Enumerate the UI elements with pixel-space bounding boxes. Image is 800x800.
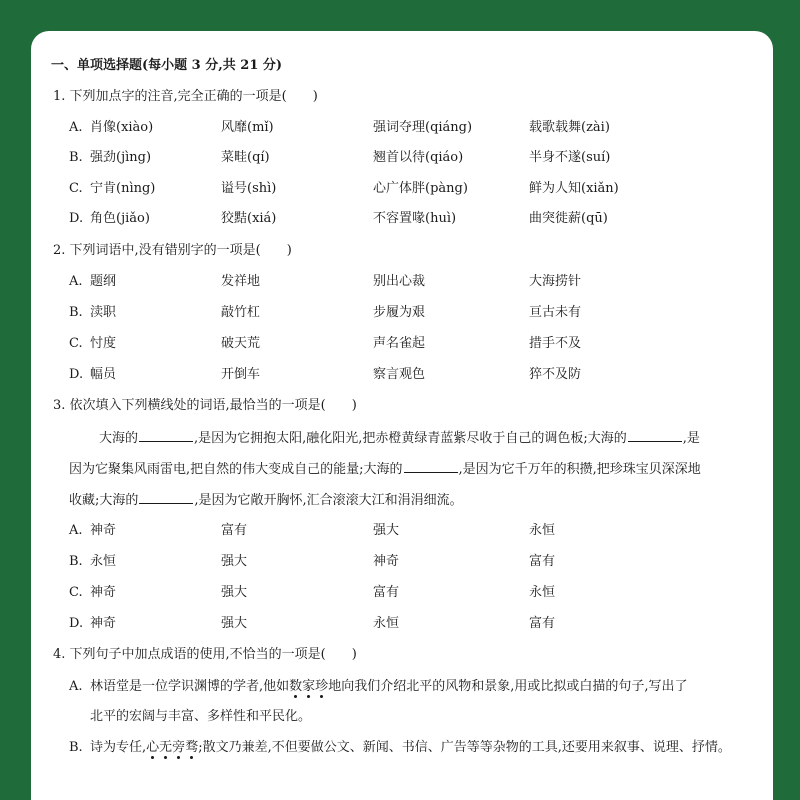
dotted-char: 无 [159,740,173,755]
blank-2[interactable] [628,429,682,442]
option-label: A. [69,120,83,135]
dotted-char: 骛 [185,740,199,755]
option-label: D. [69,211,84,226]
option-label: B. [69,305,83,320]
option-item: 曲突徙薪(qū) [529,211,608,226]
dotted-char: 心 [146,740,160,755]
option-text-line-1 [90,678,687,696]
option-item: 忖度 [90,336,117,351]
option-item: 心广体胖(pàng) [373,181,468,196]
option-item: 神奇 [90,585,117,600]
passage-text: 大海的 [99,431,139,446]
section-title: 一、单项选择题(每小题 3 分,共 21 分) [51,58,283,73]
dotted-char: 数 [289,679,303,694]
passage-text: ,是因为它拥抱太阳,融化阳光,把赤橙黄绿青蓝紫尽收于自己的调色板;大海的 [194,431,627,446]
passage-text: ,是因为它千万年的积攒,把珍珠宝贝深深地 [458,462,701,477]
option-item: 别出心裁 [373,274,426,289]
passage-line-3 [69,491,463,510]
question-4-stem: 4. 下列句子中加点成语的使用,不恰当的一项是( ) [53,647,357,662]
option-item: 富有 [529,554,556,569]
option-item: 破天荒 [221,336,261,351]
option-label: A. [69,274,83,289]
dotted-char: 旁 [172,740,186,755]
option-item: 亘古未有 [529,305,582,320]
option-item: 富有 [221,523,248,538]
option-item: 察言观色 [373,367,426,382]
option-item: 翘首以待(qiáo) [373,150,464,165]
passage-line-1 [99,429,700,448]
option-label: A. [69,679,83,694]
option-item: 强词夺理(qiáng) [373,120,473,135]
passage-text: ,是因为它敞开胸怀,汇合滚滚大江和涓涓细流。 [194,493,463,508]
option-item: 神奇 [90,523,117,538]
option-label: B. [69,740,83,755]
blank-4[interactable] [139,491,193,504]
option-text-line-1 [90,739,731,757]
option-label: C. [69,336,83,351]
option-text-line-2: 北平的宏阔与丰富、多样性和平民化。 [90,709,312,724]
option-text: 诗为专任, [90,740,147,755]
option-item: 神奇 [90,616,117,631]
option-item: 鲜为人知(xiǎn) [529,181,619,196]
passage-text: ,是 [682,431,700,446]
blank-1[interactable] [139,429,193,442]
option-item: 永恒 [529,585,556,600]
option-text: 林语堂是一位学识渊博的学者,他如 [90,679,290,694]
option-item: 渎职 [90,305,117,320]
option-item: 角色(jiǎo) [90,211,150,226]
option-item: 强大 [221,616,248,631]
option-item: 富有 [529,616,556,631]
option-item: 发祥地 [221,274,261,289]
option-item: 载歌载舞(zài) [529,120,610,135]
option-item: 永恒 [529,523,556,538]
blank-3[interactable] [404,460,458,473]
option-item: 永恒 [373,616,400,631]
passage-text: 收藏;大海的 [69,493,139,508]
question-2-stem: 2. 下列词语中,没有错别字的一项是( ) [53,243,292,258]
option-label: D. [69,367,84,382]
option-item: 强大 [373,523,400,538]
option-item: 宁肯(nìng) [90,181,156,196]
question-3-stem: 3. 依次填入下列横线处的词语,最恰当的一项是( ) [53,398,357,413]
option-item: 猝不及防 [529,367,582,382]
option-item: 富有 [373,585,400,600]
option-item: 题纲 [90,274,117,289]
option-item: 强大 [221,554,248,569]
option-item: 措手不及 [529,336,582,351]
option-item: 菜畦(qí) [221,150,270,165]
option-item: 永恒 [90,554,117,569]
option-item: 强劲(jìng) [90,150,152,165]
option-item: 强大 [221,585,248,600]
option-text: ;散文乃兼差,不但要做公文、新闻、书信、广告等等杂物的工具,还要用来叙事、说理、抒情。 [198,740,731,755]
option-item: 神奇 [373,554,400,569]
dotted-char: 家 [302,679,316,694]
option-label: B. [69,554,83,569]
option-item: 声名雀起 [373,336,426,351]
dotted-char: 珍 [315,679,329,694]
option-label: D. [69,616,84,631]
option-item: 谥号(shì) [221,181,277,196]
question-1-stem: 1. 下列加点字的注音,完全正确的一项是( ) [53,89,318,104]
option-item: 狡黠(xiá) [221,211,277,226]
passage-text: 因为它聚集风雨雷电,把自然的伟大变成自己的能量;大海的 [69,462,403,477]
exam-sheet [31,31,773,800]
option-item: 开倒车 [221,367,261,382]
option-item: 半身不遂(suí) [529,150,611,165]
option-item: 肖像(xiào) [90,120,154,135]
option-label: A. [69,523,83,538]
option-item: 敲竹杠 [221,305,261,320]
option-label: C. [69,181,83,196]
option-label: C. [69,585,83,600]
option-item: 步履为艰 [373,305,426,320]
dotted-idiom [289,679,328,694]
option-item: 风靡(mǐ) [221,120,274,135]
option-item: 不容置喙(huì) [373,211,457,226]
dotted-idiom [146,740,198,755]
option-item: 幅员 [90,367,117,382]
passage-line-2 [69,460,701,479]
option-label: B. [69,150,83,165]
option-item: 大海捞针 [529,274,582,289]
option-text: 地向我们介绍北平的风物和景象,用或比拟或白描的句子,写出了 [328,679,688,694]
